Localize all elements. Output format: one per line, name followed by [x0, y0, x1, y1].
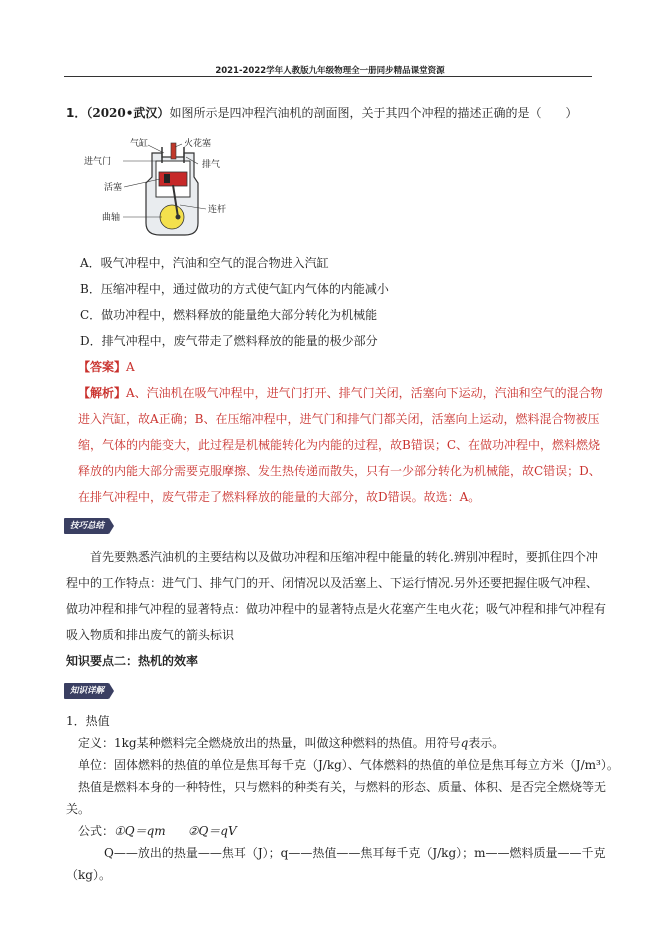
option-d: D．排气冲程中，废气带走了燃料释放的能量的极少部分: [80, 334, 378, 348]
option-c: C．做功冲程中，燃料释放的能量绝大部分转化为机械能: [80, 308, 378, 322]
label-exhaust: 排气: [202, 160, 221, 170]
piston-ring: [164, 174, 170, 183]
analysis-line: 在排气冲程中，废气带走了燃料释放的能量的大部分，故D错误。故选：A。: [78, 490, 481, 504]
question-text: 如图所示是四冲程汽油机的剖面图，关于其四个冲程的描述正确的是（ ）: [169, 106, 578, 120]
formula-legend-line: Q——放出的热量——焦耳（J）；q——热值——焦耳每千克（J/kg）；m——燃料质量——千克: [104, 846, 606, 860]
skills-line: 程中的工作特点：进气门、排气门的开、闭情况以及活塞上、下运行情况.另外还要把握住吸气冲程、: [66, 576, 598, 590]
analysis-line: 缩，气体的内能变大，此过程是机械能转化为内能的过程，故B错误；C、在做功冲程中，燃料燃烧: [78, 438, 601, 452]
unit-line: 单位：固体燃料的热值的单位是焦耳每千克（J/kg）、气体燃料的热值的单位是焦耳每立方米（J/m³）。: [78, 758, 619, 772]
skills-line: 吸入物质和排出废气的箭头标识: [66, 628, 235, 642]
skills-summary-badge: 技巧总结: [64, 518, 109, 534]
skills-line: 首先要熟悉汽油机的主要结构以及做功冲程和压缩冲程中能量的转化.辨别冲程时，要抓住四个冲: [90, 550, 598, 564]
header-divider: [64, 76, 592, 77]
label-piston: 活塞: [104, 183, 123, 193]
skills-line: 做功冲程和排气冲程的显著特点：做功冲程中的显著特点是火花塞产生电火花；吸气冲程和排气冲程有: [66, 602, 607, 616]
piston: [159, 172, 187, 186]
label-cylinder: 气缸: [130, 139, 149, 149]
label-crankshaft: 曲轴: [102, 213, 121, 223]
knowledge-detail-badge: 知识详解: [64, 683, 109, 699]
spark-plug-body: [171, 143, 176, 159]
page-header: 2021-2022学年人教版九年级物理全一册同步精品课堂资源: [215, 66, 445, 76]
option-a: A．吸气冲程中，汽油和空气的混合物进入汽缸: [80, 256, 329, 270]
formula-line: 公式：①Q＝qm ②Q＝qV: [78, 824, 237, 838]
answer: [78, 359, 135, 375]
unit-line: 关。: [66, 802, 91, 816]
analysis-line: 进入汽缸，故A正确；B、在压缩冲程中，进气门和排气门都关闭，活塞向上运动，燃料混合物被压: [78, 412, 600, 426]
crank-pin: [176, 215, 181, 220]
definition-line: 定义：1kg某种燃料完全燃烧放出的热量，叫做这种燃料的热值。用符号q表示。: [78, 736, 505, 750]
symbol-q: q: [460, 736, 469, 750]
formula-2: ②Q＝qV: [187, 824, 237, 838]
question-number: 1．: [66, 106, 87, 120]
unit-line: 热值是燃料本身的一种特性，只与燃料的种类有关，与燃料的形态、质量、体积、是否完全燃烧等无: [78, 780, 607, 794]
label-spark-plug: 火花塞: [184, 139, 212, 149]
item-title: 1．热值: [66, 714, 110, 728]
section-title: 知识要点二：热机的效率: [66, 654, 199, 668]
analysis-line: 【解析】A、汽油机在吸气冲程中，进气门打开、排气门关闭，活塞向下运动，汽油和空气的混合物: [78, 386, 603, 400]
analysis-line: 释放的内能大部分需要克服摩擦、发生热传递而散失，只有一少部分转化为机械能，故C错误；D、: [78, 464, 601, 478]
formula-legend-line: （kg）。: [66, 868, 111, 882]
question-source: （2020•武汉）: [86, 106, 170, 120]
question-stem: [66, 105, 577, 121]
answer-value: A: [126, 360, 135, 374]
label-connecting-rod: 连杆: [208, 205, 227, 215]
analysis-tag: 【解析】: [78, 386, 127, 400]
formula-1: ①Q＝qm: [114, 824, 166, 838]
engine-cross-section-figure: [80, 135, 255, 240]
answer-tag: 【答案】: [78, 360, 127, 374]
label-intake-valve: 进气门: [84, 157, 112, 167]
option-b: B．压缩冲程中，通过做功的方式使气缸内气体的内能减小: [80, 282, 389, 296]
